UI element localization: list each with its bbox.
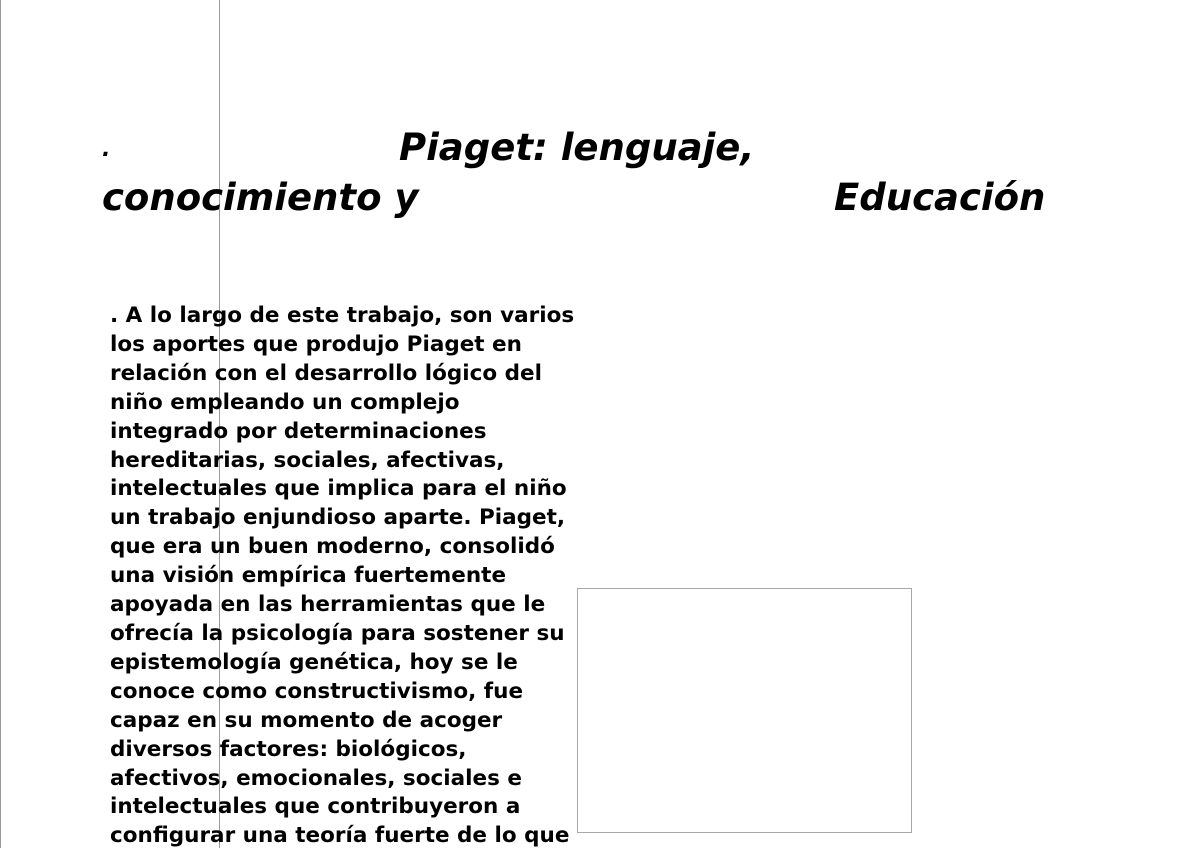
- body-line: conoce como constructivismo, fue: [110, 678, 524, 704]
- image-placeholder-frame: [577, 588, 912, 833]
- body-line: los aportes que produjo Piaget en: [110, 331, 522, 357]
- body-line: epistemología genética, hoy se le: [110, 649, 518, 675]
- body-line: un trabajo enjundioso aparte. Piaget,: [110, 505, 566, 531]
- body-line: integrado por determinaciones: [110, 418, 487, 444]
- body-line: intelectuales que contribuyeron a: [110, 794, 521, 820]
- body-line: configurar una teoría fuerte de lo que: [110, 823, 570, 849]
- body-line: diversos factores: biológicos,: [110, 736, 467, 762]
- title-line-1: Piaget: lenguaje,: [399, 126, 755, 169]
- body-line: relación con el desarrollo lógico del: [110, 360, 542, 386]
- page-left-border: [0, 0, 1, 848]
- body-paragraph: [110, 302, 610, 851]
- body-line: apoyada en las herramientas que le: [110, 592, 546, 618]
- body-line: capaz en su momento de acoger: [110, 707, 503, 733]
- body-line: ofrecía la psicología para sostener su: [110, 620, 565, 646]
- body-line: intelectuales que implica para el niño: [110, 476, 567, 502]
- body-line: hereditarias, sociales, afectivas,: [110, 447, 505, 473]
- title-line-2-right: Educación: [834, 176, 1046, 219]
- body-line: . A lo largo de este trabajo, son varios: [110, 303, 575, 328]
- body-line: afectivos, emocionales, sociales e: [110, 765, 522, 791]
- body-line: que era un buen moderno, consolidó: [110, 534, 555, 560]
- body-line: una visión empírica fuertemente: [110, 563, 507, 589]
- body-line: niño empleando un complejo: [110, 389, 460, 415]
- title-line-2-left: conocimiento y: [102, 176, 419, 219]
- title-leading-dot: .: [102, 137, 111, 162]
